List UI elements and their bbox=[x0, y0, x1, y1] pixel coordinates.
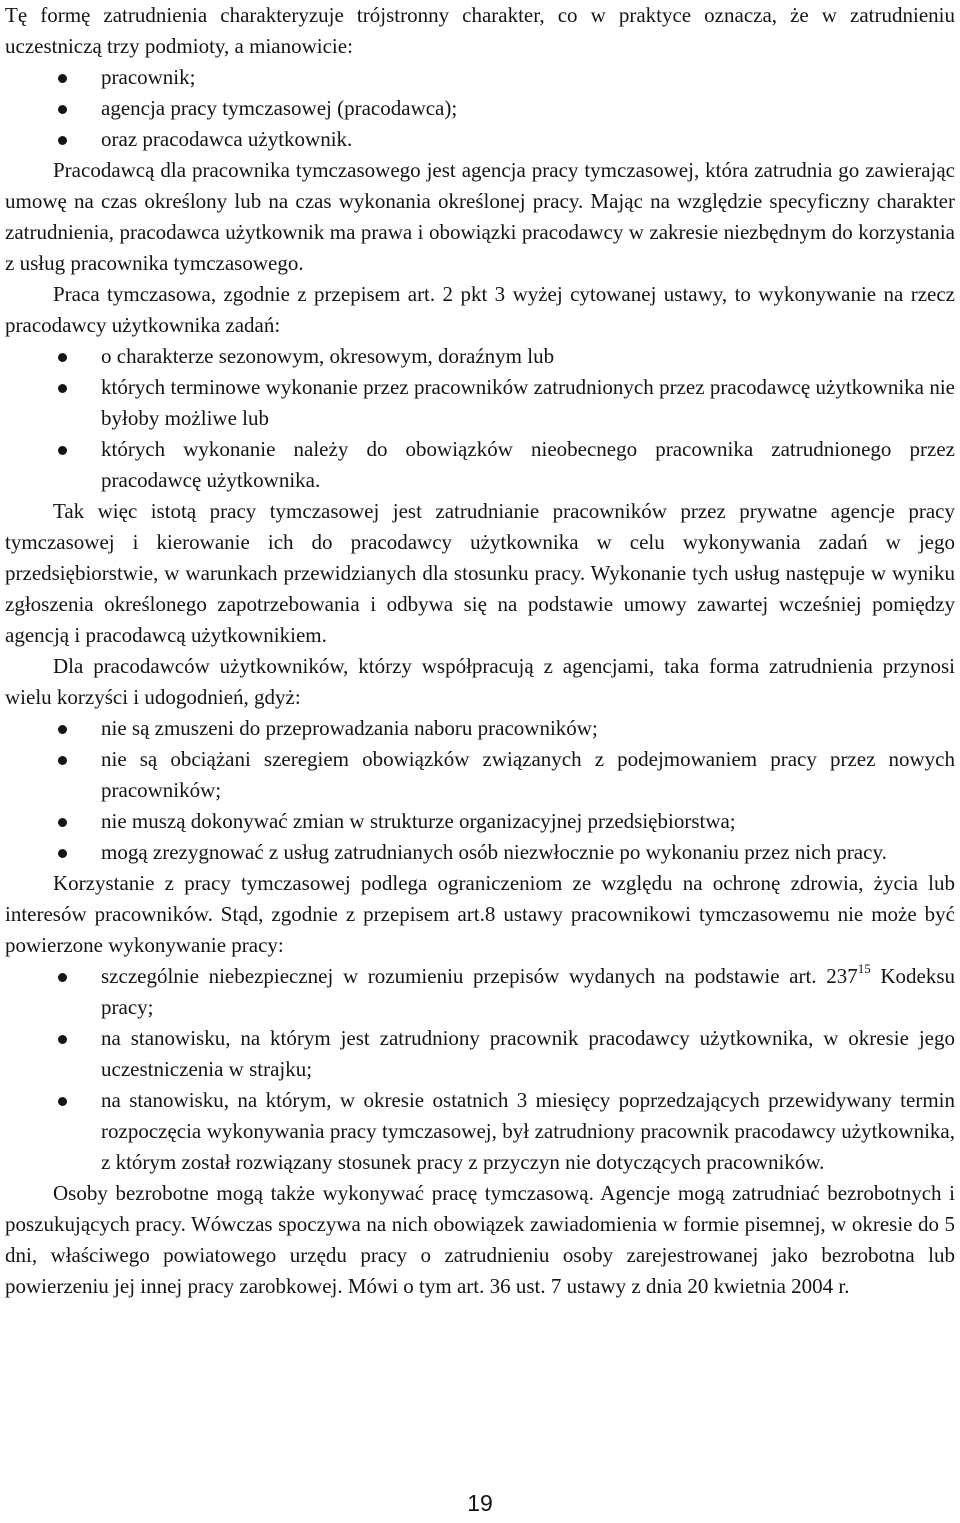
paragraph-unemployed: Osoby bezrobotne mogą także wykonywać pracę tymczasową. Agencje mogą zatrudniać bezrobotnych i poszukujących pracy. Wówczas spoczywa na nich obowiązek zawiadomienia w formie pisemnej, w okresie do 5 dni, właściwego powiatowego urzędu pracy o zatrudnieniu osoby zarejestrowanej jako bezrobotna lub powierzeniu jej innej pracy zarobkowej. Mówi o tym art. 36 ust. 7 ustawy z dnia 20 kwietnia 2004 r. bbox=[5, 1181, 955, 1298]
list-item-text: Kodeksu pracy; bbox=[101, 964, 955, 1019]
list-item: nie są zmuszeni do przeprowadzania naboru pracowników; bbox=[5, 713, 955, 744]
list-item: pracownik; bbox=[5, 62, 955, 93]
list-item: oraz pracodawca użytkownik. bbox=[5, 124, 955, 155]
list-item: mogą zrezygnować z usług zatrudnianych osób niezwłocznie po wykonaniu przez nich pracy. bbox=[5, 837, 955, 868]
list-item: na stanowisku, na którym, w okresie ostatnich 3 miesięcy poprzedzających przewidywany termin rozpoczęcia wykonywania pracy tymczasowej, był zatrudniony pracownik pracodawcy użytkownika, z którym został rozwiązany stosunek pracy z przyczyn nie dotyczących pracowników. bbox=[5, 1085, 955, 1178]
list-item: nie są obciążani szeregiem obowiązków związanych z podejmowaniem pracy przez nowych pracowników; bbox=[5, 744, 955, 806]
list-item: na stanowisku, na którym jest zatrudniony pracownik pracodawcy użytkownika, w okresie jego uczestniczenia w strajku; bbox=[5, 1023, 955, 1085]
list-item bbox=[5, 961, 955, 1023]
paragraph-intro: Tę formę zatrudnienia charakteryzuje trójstronny charakter, co w praktyce oznacza, że w zatrudnieniu uczestniczą trzy podmioty, a mianowicie: bbox=[5, 3, 955, 58]
paragraph-employer: Pracodawcą dla pracownika tymczasowego jest agencja pracy tymczasowej, która zatrudnia go zawierając umowę na czas określony lub na czas wykonania określonej pracy. Mając na względzie specyficzny charakter zatrudnienia, pracodawca użytkownik ma prawa i obowiązki pracodawcy w zakresie niezbędnym do korzystania z usług pracownika tymczasowego. bbox=[5, 158, 955, 275]
superscript: 15 bbox=[857, 961, 871, 976]
list-item: o charakterze sezonowym, okresowym, doraźnym lub bbox=[5, 341, 955, 372]
list-item: których terminowe wykonanie przez pracowników zatrudnionych przez pracodawcę użytkownika nie byłoby możliwe lub bbox=[5, 372, 955, 434]
page-number: 19 bbox=[467, 1490, 493, 1516]
list-restrictions bbox=[5, 961, 955, 1178]
list-item: nie muszą dokonywać zmian w strukturze organizacyjnej przedsiębiorstwa; bbox=[5, 806, 955, 837]
paragraph-essence: Tak więc istotą pracy tymczasowej jest zatrudnianie pracowników przez prywatne agencje pracy tymczasowej i kierowanie ich do pracodawcy użytkownika w celu wykonywania zadań w jego przedsiębiorstwie, w warunkach przewidzianych dla stosunku pracy. Wykonanie tych usług następuje w wyniku zgłoszenia określonego zapotrzebowania i odbywa się na podstawie umowy zawartej wcześniej pomiędzy agencją i pracodawcą użytkownikiem. bbox=[5, 499, 955, 647]
paragraph-benefits: Dla pracodawców użytkowników, którzy współpracują z agencjami, taka forma zatrudnienia przynosi wielu korzyści i udogodnień, gdyż: bbox=[5, 654, 955, 709]
list-item: których wykonanie należy do obowiązków nieobecnego pracownika zatrudnionego przez pracodawcę użytkownika. bbox=[5, 434, 955, 496]
list-tasks bbox=[5, 341, 955, 496]
list-item-text: szczególnie niebezpiecznej w rozumieniu przepisów wydanych na podstawie art. 237 bbox=[101, 964, 858, 988]
document-body bbox=[5, 0, 955, 1302]
list-parties bbox=[5, 62, 955, 155]
list-item: agencja pracy tymczasowej (pracodawca); bbox=[5, 93, 955, 124]
paragraph-definition: Praca tymczasowa, zgodnie z przepisem art. 2 pkt 3 wyżej cytowanej ustawy, to wykonywanie na rzecz pracodawcy użytkownika zadań: bbox=[5, 282, 955, 337]
paragraph-restrictions: Korzystanie z pracy tymczasowej podlega ograniczeniom ze względu na ochronę zdrowia, życia lub interesów pracowników. Stąd, zgodnie z przepisem art.8 ustawy pracownikowi tymczasowemu nie może być powierzone wykonywanie pracy: bbox=[5, 871, 955, 957]
list-benefits bbox=[5, 713, 955, 868]
